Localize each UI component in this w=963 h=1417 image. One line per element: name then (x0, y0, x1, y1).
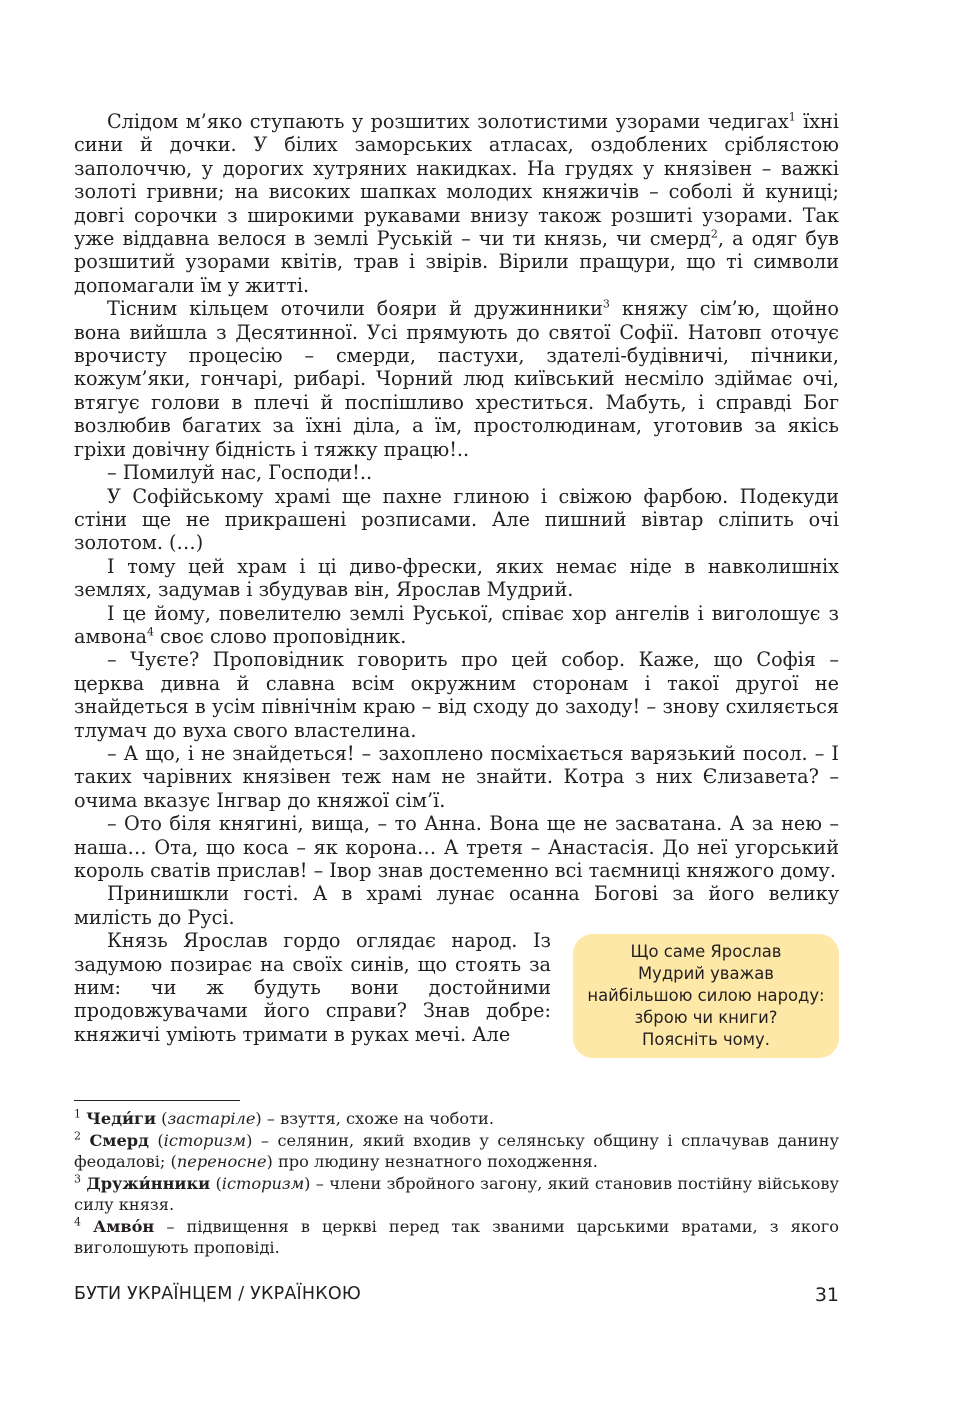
footnote (74, 1130, 839, 1173)
main-text (74, 110, 839, 1062)
footnote-definition: – члени збройного загону, який становив постійну військову силу князя. (74, 1173, 839, 1214)
footnote-number: 4 (74, 1215, 81, 1229)
footnote-definition: – підвищення в церкві перед так званими царськими вратами, з якого виголошують проповіді. (74, 1216, 839, 1257)
paragraph (74, 929, 839, 1050)
paragraph: У Софійському храмі ще пахне глиною і свіжою фарбою. Подекуди стіни ще не прикрашені розписами. Але пишний вівтар сліпить очі золотом. (…) (74, 484, 839, 555)
paragraph: – Чуєте? Проповідник говорить про цей собор. Каже, що Софія – церква дивна й славна всім окружним сторонам і такої другої не знайдеться в усім північнім краю – від сходу до заходу! – знову схиляється тлумач до вуха свого властелина. (74, 648, 839, 742)
footnote-definition: – взуття, схоже на чоботи. (261, 1109, 494, 1128)
footnote-term: Чеди́ги (86, 1109, 156, 1128)
question-line: Поясніть чому. (642, 1030, 770, 1050)
paragraph: – А що, і не знайдеться! – захоплено посміхається варязький посол. – І таких чарівних князівен теж нам не знайти. Котра з них Єлизавета? – очима вказує Інгвар до княжої сім’ї. (74, 741, 839, 812)
footnote-ref[interactable]: 3 (602, 297, 610, 311)
question-line: Мудрий уважав (638, 964, 774, 984)
footnote-note: переносне (176, 1152, 267, 1171)
paragraph-text: , а одяг був розшитий узорами квітів, трав і звірів. Вірили пращури, що ті символи допомагали їм у житті. (74, 227, 839, 297)
question-line: Що саме Ярослав (630, 942, 782, 962)
question-box (573, 934, 839, 1058)
footnote-ref[interactable]: 1 (788, 110, 796, 124)
footnotes (74, 1108, 839, 1259)
paragraph: Принишкли гості. А в храмі лунає осанна Богові за його велику милість до Русі. (74, 882, 839, 929)
paragraph-text: Слідом м’яко ступають у розшитих золотистими узорами чедигах (107, 110, 789, 133)
paragraph: – Ото біля княгині, вища, – то Анна. Вона ще не засватана. А за нею – наша… Ота, що коса – як корона… А третя – Анастасія. До неї угорський король сватів прислав! – Івор знав достеменно всі таємниці княжого дому. (74, 812, 839, 882)
footnote (74, 1173, 839, 1216)
footnote-term: Дружи́нники (86, 1173, 211, 1193)
footnote-paren: ) (246, 1130, 253, 1150)
paragraph (74, 110, 839, 297)
footnote-paren: ) (255, 1109, 262, 1128)
footnote-number: 3 (74, 1172, 81, 1186)
footnote-term: Амво́н (93, 1216, 155, 1236)
footnote (74, 1108, 839, 1130)
footnote-paren: ( (155, 1109, 168, 1128)
footnote-note: застаріле (167, 1109, 256, 1128)
page-number: 31 (814, 1284, 839, 1306)
footnote-note: історизм (163, 1130, 247, 1150)
question-line: найбільшою силою народу: (587, 986, 825, 1006)
paragraph (74, 602, 839, 649)
footnote-paren: ( (148, 1130, 164, 1150)
footnote-number: 2 (74, 1129, 81, 1143)
footnote-ref[interactable]: 2 (710, 227, 718, 241)
footnote-number: 1 (74, 1107, 81, 1121)
question-line: зброю чи книги? (634, 1008, 778, 1028)
footnote (74, 1216, 839, 1259)
footnote-definition: – селянин, який входив у селянську общину і сплачував данину феодалові; ( (74, 1130, 839, 1171)
footnote-paren: ) (304, 1173, 311, 1193)
paragraph: І тому цей храм і ці диво-фрески, яких немає ніде в навколишніх землях, задумав і збудував він, Ярослав Мудрий. (74, 554, 839, 602)
paragraph-text: І це йому, повелителю землі Руської, співає хор ангелів і виголошує з амвона (74, 601, 839, 648)
footnote-definition: ) про людину незнатного походження. (266, 1152, 598, 1171)
footnote-paren: ( (210, 1173, 222, 1193)
paragraph-text: княжу сім’ю, щойно вона вийшла з Десятинної. Усі прямують до святої Софії. Натовп оточує врочисту процесію – смерди, пастухи, здателі-будівничі, пічники, кожум’яки, гончарі, рибарі. Чорний люд київський несміло здіймає очі, втягує голови в плечі й поспішливо хреститься. Мабуть, і справді Бог возлюбив багатих за їхні діла, а їм, простолюдинам, уготовив за якісь гріхи довічну бідність і тяжку працю!.. (74, 297, 839, 461)
footnote-term: Смерд (89, 1130, 149, 1150)
footnote-divider (74, 1100, 240, 1101)
footnote-note: історизм (221, 1173, 305, 1193)
footnote-ref[interactable]: 4 (146, 625, 154, 639)
paragraph-text: своє слово проповідник. (153, 624, 407, 648)
paragraph-text: їхні сини й дочки. У білих заморських атласах, оздоблених сріблястою заполоччю, у дорогих хутряних накидках. На грудях у князівен – важкі золоті гривни; на високих шапках молодих княжичів – соболі й куниці; довгі сорочки з широкими рукавами внизу також розшиті узорами. Так уже віддавна велося в землі Руській – чи ти князь, чи смерд (74, 110, 839, 251)
paragraph-text: Тісним кільцем оточили бояри й дружинники (107, 297, 603, 321)
footer-title: БУТИ УКРАЇНЦЕМ / УКРАЇНКОЮ (74, 1284, 361, 1304)
paragraph: – Помилуй нас, Господи!.. (107, 461, 373, 485)
paragraph (74, 297, 839, 461)
paragraph-text: Князь Ярослав гордо оглядає народ. Із задумою позирає на своїх синів, що стоять за ним: чи ж будуть вони достойними продовжувачами його справи? Знав добре: княжичі уміють тримати в руках мечі. Але (74, 929, 551, 1046)
